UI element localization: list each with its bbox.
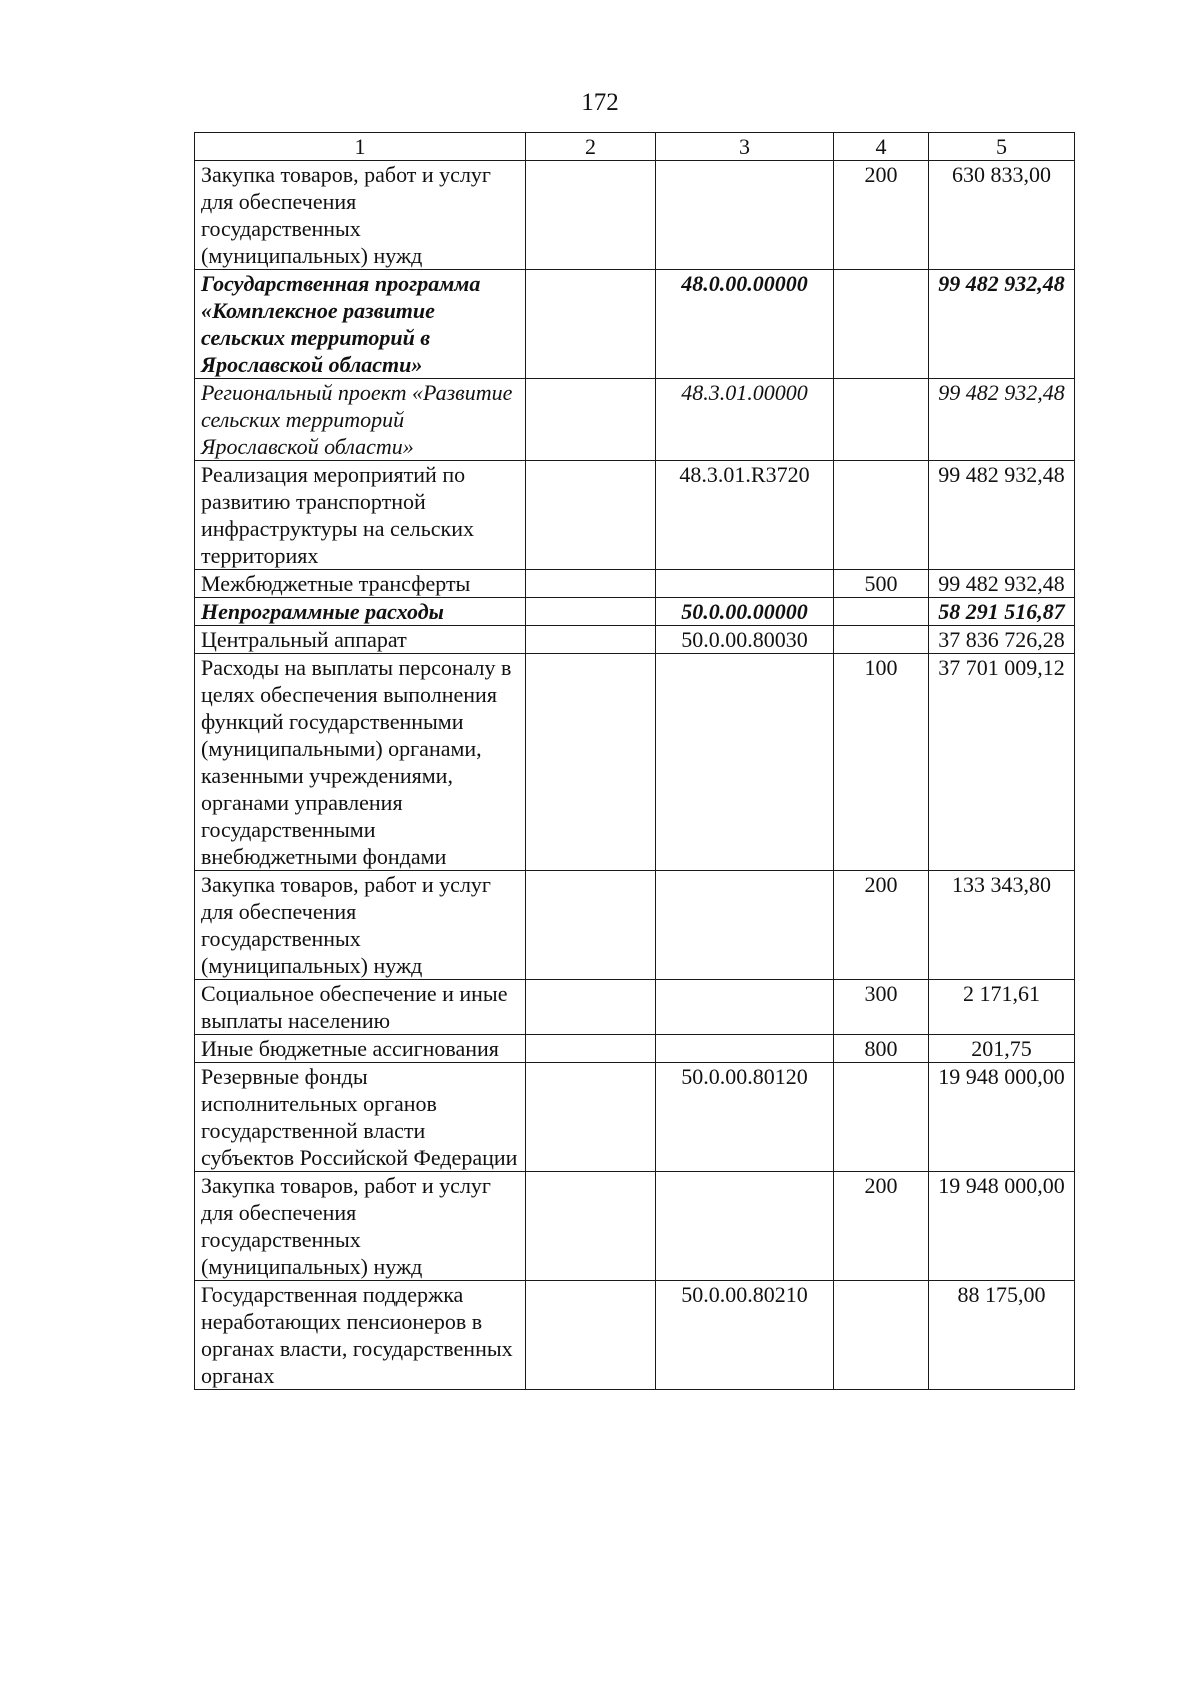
row-col2-cell bbox=[526, 379, 656, 461]
row-code-cell: 50.0.00.80030 bbox=[656, 626, 834, 654]
column-header-4: 4 bbox=[834, 133, 929, 161]
row-sum-cell: 99 482 932,48 bbox=[929, 570, 1075, 598]
table-row bbox=[195, 1063, 1075, 1172]
table-row bbox=[195, 570, 1075, 598]
row-sum-cell: 201,75 bbox=[929, 1035, 1075, 1063]
page-number: 172 bbox=[581, 89, 619, 116]
row-name-cell: Непрограммные расходы bbox=[195, 598, 526, 626]
row-col2-cell bbox=[526, 1172, 656, 1281]
table-row bbox=[195, 270, 1075, 379]
table-row bbox=[195, 1281, 1075, 1390]
table-row bbox=[195, 626, 1075, 654]
row-col2-cell bbox=[526, 570, 656, 598]
row-sum-cell: 88 175,00 bbox=[929, 1281, 1075, 1390]
row-code-cell: 50.0.00.00000 bbox=[656, 598, 834, 626]
row-type-cell: 200 bbox=[834, 1172, 929, 1281]
column-header-3: 3 bbox=[656, 133, 834, 161]
row-sum-cell: 2 171,61 bbox=[929, 980, 1075, 1035]
row-sum-cell: 630 833,00 bbox=[929, 161, 1075, 270]
column-header-1: 1 bbox=[195, 133, 526, 161]
row-name-cell: Межбюджетные трансферты bbox=[195, 570, 526, 598]
row-col2-cell bbox=[526, 980, 656, 1035]
column-header-2: 2 bbox=[526, 133, 656, 161]
row-type-cell: 800 bbox=[834, 1035, 929, 1063]
table-row bbox=[195, 1172, 1075, 1281]
row-type-cell bbox=[834, 626, 929, 654]
row-name-cell: Региональный проект «Развитие сельских территорий Ярославской области» bbox=[195, 379, 526, 461]
row-name-cell: Центральный аппарат bbox=[195, 626, 526, 654]
row-type-cell: 200 bbox=[834, 871, 929, 980]
row-type-cell bbox=[834, 270, 929, 379]
table-row bbox=[195, 379, 1075, 461]
row-col2-cell bbox=[526, 626, 656, 654]
row-sum-cell: 99 482 932,48 bbox=[929, 461, 1075, 570]
row-name-cell: Закупка товаров, работ и услуг для обеспечения государственных (муниципальных) нужд bbox=[195, 1172, 526, 1281]
column-header-5: 5 bbox=[929, 133, 1075, 161]
row-name-cell: Расходы на выплаты персоналу в целях обеспечения выполнения функций государственными (муниципальными) органами, казенными учреждениями, органами управления государственными внебюджетными фондами bbox=[195, 654, 526, 871]
table-body bbox=[195, 161, 1075, 1390]
row-code-cell: 48.3.01.R3720 bbox=[656, 461, 834, 570]
row-name-cell: Иные бюджетные ассигнования bbox=[195, 1035, 526, 1063]
row-sum-cell: 37 701 009,12 bbox=[929, 654, 1075, 871]
table-row bbox=[195, 598, 1075, 626]
row-col2-cell bbox=[526, 598, 656, 626]
row-type-cell: 200 bbox=[834, 161, 929, 270]
row-name-cell: Государственная поддержка неработающих пенсионеров в органах власти, государственных органах bbox=[195, 1281, 526, 1390]
row-type-cell: 300 bbox=[834, 980, 929, 1035]
table-row bbox=[195, 871, 1075, 980]
row-sum-cell: 58 291 516,87 bbox=[929, 598, 1075, 626]
row-col2-cell bbox=[526, 161, 656, 270]
row-sum-cell: 37 836 726,28 bbox=[929, 626, 1075, 654]
row-sum-cell: 19 948 000,00 bbox=[929, 1172, 1075, 1281]
table-row bbox=[195, 980, 1075, 1035]
row-col2-cell bbox=[526, 1281, 656, 1390]
row-sum-cell: 19 948 000,00 bbox=[929, 1063, 1075, 1172]
row-type-cell bbox=[834, 1063, 929, 1172]
row-type-cell bbox=[834, 1281, 929, 1390]
table-header bbox=[195, 133, 1075, 161]
budget-table bbox=[194, 132, 1075, 1390]
row-type-cell bbox=[834, 598, 929, 626]
row-sum-cell: 99 482 932,48 bbox=[929, 379, 1075, 461]
row-code-cell: 48.0.00.00000 bbox=[656, 270, 834, 379]
row-code-cell bbox=[656, 654, 834, 871]
row-code-cell bbox=[656, 161, 834, 270]
row-col2-cell bbox=[526, 654, 656, 871]
row-col2-cell bbox=[526, 1035, 656, 1063]
row-type-cell: 500 bbox=[834, 570, 929, 598]
row-name-cell: Закупка товаров, работ и услуг для обеспечения государственных (муниципальных) нужд bbox=[195, 871, 526, 980]
table-row bbox=[195, 161, 1075, 270]
row-sum-cell: 133 343,80 bbox=[929, 871, 1075, 980]
row-code-cell bbox=[656, 871, 834, 980]
header-row bbox=[195, 133, 1075, 161]
row-name-cell: Социальное обеспечение и иные выплаты населению bbox=[195, 980, 526, 1035]
row-sum-cell: 99 482 932,48 bbox=[929, 270, 1075, 379]
row-code-cell bbox=[656, 980, 834, 1035]
row-name-cell: Резервные фонды исполнительных органов государственной власти субъектов Российской Федерации bbox=[195, 1063, 526, 1172]
row-type-cell bbox=[834, 379, 929, 461]
row-name-cell: Реализация мероприятий по развитию транспортной инфраструктуры на сельских территориях bbox=[195, 461, 526, 570]
table-row bbox=[195, 1035, 1075, 1063]
table-row bbox=[195, 654, 1075, 871]
row-code-cell bbox=[656, 1035, 834, 1063]
row-type-cell bbox=[834, 461, 929, 570]
row-code-cell: 50.0.00.80210 bbox=[656, 1281, 834, 1390]
row-code-cell bbox=[656, 570, 834, 598]
row-col2-cell bbox=[526, 871, 656, 980]
table-row bbox=[195, 461, 1075, 570]
row-code-cell: 48.3.01.00000 bbox=[656, 379, 834, 461]
row-code-cell: 50.0.00.80120 bbox=[656, 1063, 834, 1172]
row-name-cell: Закупка товаров, работ и услуг для обеспечения государственных (муниципальных) нужд bbox=[195, 161, 526, 270]
row-col2-cell bbox=[526, 461, 656, 570]
row-type-cell: 100 bbox=[834, 654, 929, 871]
row-code-cell bbox=[656, 1172, 834, 1281]
row-col2-cell bbox=[526, 1063, 656, 1172]
row-name-cell: Государственная программа «Комплексное развитие сельских территорий в Ярославской области» bbox=[195, 270, 526, 379]
row-col2-cell bbox=[526, 270, 656, 379]
